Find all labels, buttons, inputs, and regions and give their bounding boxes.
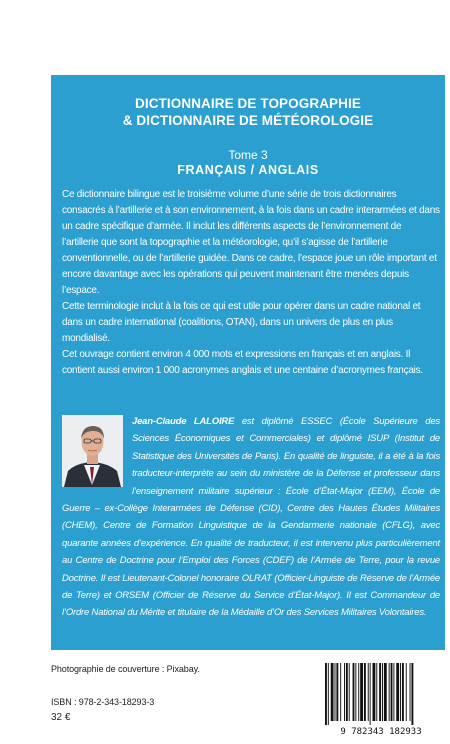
description-paragraph-1: Ce dictionnaire bilingue est le troisième volume d’une série de trois dictionnaires consacrés à l’artillerie et à son environnement, à la fois dans un cadre interarmées et dans un cadre spécifique d’armée. Il inclut les différents aspects de l’environnement de l’artillerie que sont la topographie et la météorologie, qu’il s’agisse de l’artillerie conventionnelle, ou de l’artillerie guidée. Dans ce cadre, l’espace joue un rôle important et encore davantage avec les opérations qui peuvent maintenant être menées depuis l’espace. xyxy=(62,189,440,296)
isbn: ISBN : 978-2-343-18293-3 xyxy=(51,697,155,707)
author-name: Jean-Claude LALOIRE xyxy=(132,416,235,427)
back-cover-panel xyxy=(51,75,445,650)
description-paragraph-2: Cette terminologie inclut à la fois ce qui est utile pour opérer dans un cadre national et dans un cadre international (coalitions, OTAN), dans un univers de plus en plus mondialisé. xyxy=(62,301,421,344)
author-bio-text: est diplômé ESSEC (École Supérieure des Sciences Économiques et Commerciales) et diplômé ISUP (Institut de Statistique des Universités de Paris). En qualité de linguiste, il a été à la fois traducteur-interprète au sein du ministère de la Défense et professeur dans l’enseignement militaire supérieur : École d’État-Major (EEM), École de Guerre – ex-Collège Interarmées de Défense (CID), Centre des Hautes Études Militaires (CHEM), Centre de Formation Linguistique de la Gendarmerie nationale (CFLG), avec quarante années d’expérience. En qualité de traducteur, il est intervenu plus particulièrement au Centre de Doctrine pour l’Emploi des Forces (CDEF) de l’Armée de Terre, pour la revue Doctrine. Il est Lieutenant-Colonel honoraire OLRAT (Officier-Linguiste de Réserve de l’Armée de Terre) et ORSEM (Officier de Réserve du Service d’État-Major). Il est Commandeur de l’Ordre National du Mérite et titulaire de la Médaille d’Or des Services Militaires Volontaires. xyxy=(62,416,440,619)
description-paragraph-3: Cet ouvrage contient environ 4 000 mots et expressions en français et en anglais. Il contient aussi environ 1 000 acronymes anglais et une centaine d’acronymes français. xyxy=(62,349,423,376)
author-portrait-icon xyxy=(62,415,123,487)
barcode-digits: 9 782343 182933 xyxy=(340,727,422,737)
languages-label: FRANÇAIS / ANGLAIS xyxy=(177,163,319,177)
barcode-icon xyxy=(317,659,445,737)
title-line-1: DICTIONNAIRE DE TOPOGRAPHIE xyxy=(135,96,361,111)
title-line-2: & DICTIONNAIRE DE MÉTÉOROLOGIE xyxy=(122,113,374,128)
price: 32 € xyxy=(51,712,71,723)
barcode xyxy=(317,659,445,737)
author-photo xyxy=(62,415,123,487)
description xyxy=(62,187,440,379)
photo-credit: Photographie de couverture : Pixabay. xyxy=(51,664,200,674)
tome-label: Tome 3 xyxy=(228,148,268,162)
